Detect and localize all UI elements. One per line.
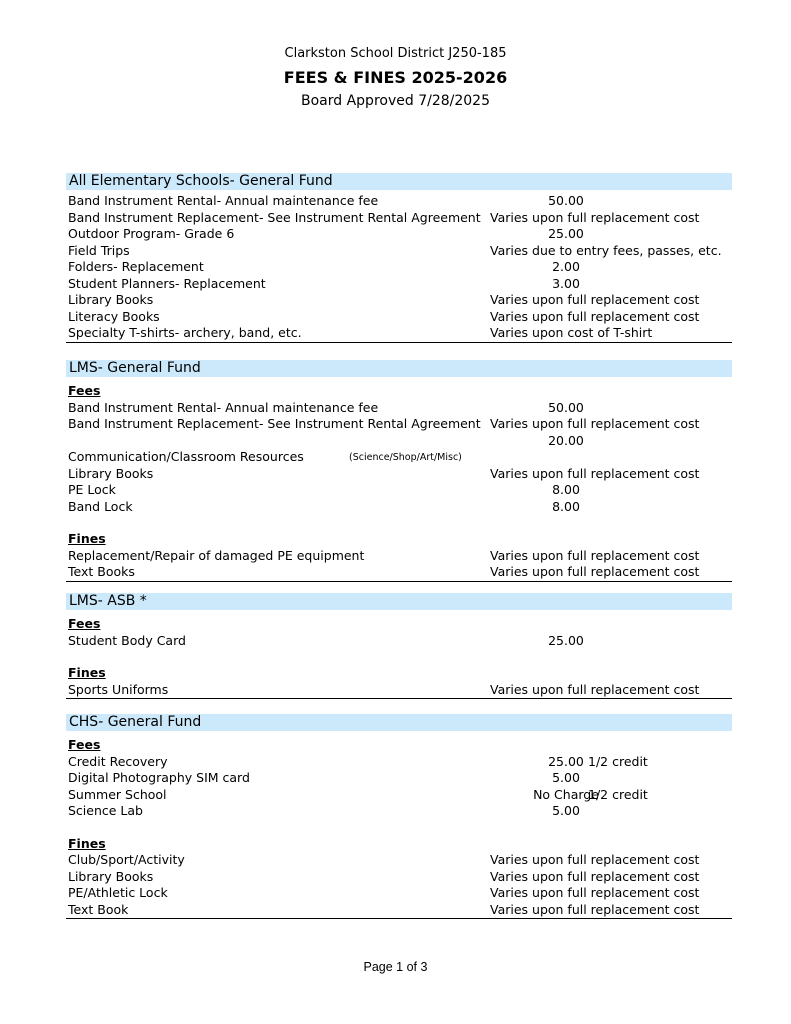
fee-label: Specialty T-shirts- archery, band, etc. (68, 325, 302, 340)
fee-row (66, 416, 732, 433)
fee-row (66, 400, 732, 417)
fee-label: Digital Photography SIM card (68, 770, 250, 785)
fee-note: 1/2 credit (588, 786, 648, 802)
fee-amount: 20.00 (548, 432, 584, 448)
fee-label: Field Trips (68, 242, 130, 258)
fee-row (66, 276, 732, 293)
fee-label: Folders- Replacement (68, 259, 204, 274)
section-title: All Elementary Schools- General Fund (66, 173, 732, 190)
fees-subheading: Fees (68, 383, 101, 398)
fee-sublabel: (Science/Shop/Art/Misc) (349, 452, 462, 463)
fee-value: Varies upon full replacement cost (490, 308, 700, 324)
fee-amount: No Charge (533, 786, 599, 802)
fee-row (66, 243, 732, 260)
fee-label: Literacy Books (68, 308, 160, 324)
section-chs-general (66, 714, 732, 919)
fee-row (66, 499, 732, 516)
fine-value: Varies upon full replacement cost (490, 901, 700, 917)
fee-label: Credit Recovery (68, 753, 168, 769)
fee-label: Band Lock (68, 498, 133, 514)
fee-label: Student Body Card (68, 632, 186, 648)
fines-subheading: Fines (68, 835, 106, 851)
fines-subheading: Fines (68, 531, 106, 546)
fine-value: Varies upon full replacement cost (490, 681, 700, 697)
fee-label: Summer School (68, 786, 167, 802)
fee-label: Science Lab (68, 803, 143, 818)
fine-value: Varies upon full replacement cost (490, 564, 700, 579)
section-lms-general (66, 360, 732, 582)
fine-label: Text Books (68, 564, 135, 579)
fee-label: PE Lock (68, 482, 116, 497)
section-title: CHS- General Fund (66, 714, 732, 731)
fee-value: Varies upon full replacement cost (490, 209, 700, 225)
fee-row (66, 754, 732, 771)
fine-row (66, 852, 732, 869)
fee-row (66, 259, 732, 276)
fee-value: Varies upon full replacement cost (490, 465, 700, 481)
fee-value: Varies upon full replacement cost (490, 292, 700, 307)
fine-label: Sports Uniforms (68, 681, 169, 697)
fee-amount: 25.00 (548, 632, 584, 648)
fee-label: Outdoor Program- Grade 6 (68, 226, 235, 241)
fee-label: Library Books (68, 292, 154, 307)
fee-label: Band Instrument Replacement- See Instrument Rental Agreement (68, 209, 481, 225)
fee-label: Band Instrument Replacement- See Instrument Rental Agreement (68, 416, 481, 431)
fine-row (66, 682, 732, 700)
section-title: LMS- ASB * (66, 593, 732, 610)
fine-row (66, 548, 732, 565)
fees-subheading: Fees (68, 616, 101, 631)
fine-value: Varies upon full replacement cost (490, 885, 700, 900)
section-title: LMS- General Fund (66, 360, 732, 377)
fine-row (66, 902, 732, 920)
fine-row (66, 885, 732, 902)
fee-amount: 25.00 (548, 753, 584, 769)
fee-label: Band Instrument Rental- Annual maintenance fee (68, 193, 379, 208)
fine-value: Varies upon full replacement cost (490, 868, 700, 884)
fee-amount: 8.00 (552, 482, 580, 497)
fee-row (66, 325, 732, 343)
fine-value: Varies upon full replacement cost (490, 852, 700, 867)
fee-amount: 3.00 (552, 275, 580, 291)
fine-value: Varies upon full replacement cost (490, 547, 700, 563)
fee-amount: 50.00 (548, 193, 584, 208)
fee-row (66, 770, 732, 787)
fine-label: PE/Athletic Lock (68, 885, 168, 900)
fee-label: Band Instrument Rental- Annual maintenance fee (68, 399, 379, 415)
fee-row (66, 633, 732, 650)
fine-label: Club/Sport/Activity (68, 852, 185, 867)
fee-note: 1/2 credit (588, 753, 648, 769)
fee-row (66, 482, 732, 499)
fee-amount: 2.00 (552, 259, 580, 274)
fines-subheading: Fines (68, 665, 106, 680)
fee-amount: 25.00 (548, 226, 584, 241)
fee-row (66, 449, 732, 466)
fine-label: Text Book (68, 901, 129, 917)
fine-row (66, 564, 732, 582)
approval-date: Board Approved 7/28/2025 (301, 93, 490, 109)
document-title: FEES & FINES 2025-2026 (283, 68, 508, 87)
district-name: Clarkston School District J250-185 (284, 46, 507, 61)
fee-value: Varies upon full replacement cost (490, 416, 700, 431)
fine-label: Replacement/Repair of damaged PE equipment (68, 547, 365, 563)
fees-subheading: Fees (68, 737, 101, 752)
fine-label: Library Books (68, 868, 154, 884)
fee-label: Library Books (68, 465, 154, 481)
fee-row (66, 193, 732, 210)
fee-value: Varies upon cost of T-shirt (490, 325, 653, 340)
fee-value: Varies due to entry fees, passes, etc. (490, 242, 722, 258)
page-number: Page 1 of 3 (363, 960, 428, 974)
fee-row (66, 226, 732, 243)
fee-label: Communication/Classroom Resources (68, 449, 304, 464)
fee-amount: 5.00 (552, 803, 580, 818)
fine-row (66, 869, 732, 886)
fee-amount: 50.00 (548, 399, 584, 415)
fee-row (66, 210, 732, 227)
fee-row (66, 292, 732, 309)
fee-amount: 8.00 (552, 498, 580, 514)
section-lms-asb (66, 593, 732, 699)
fee-row (66, 433, 732, 450)
fee-row (66, 803, 732, 820)
fee-row (66, 309, 732, 326)
fee-label: Student Planners- Replacement (68, 275, 266, 291)
fee-row (66, 787, 732, 804)
section-elementary (66, 173, 732, 343)
fee-amount: 5.00 (552, 770, 580, 785)
fee-row (66, 466, 732, 483)
